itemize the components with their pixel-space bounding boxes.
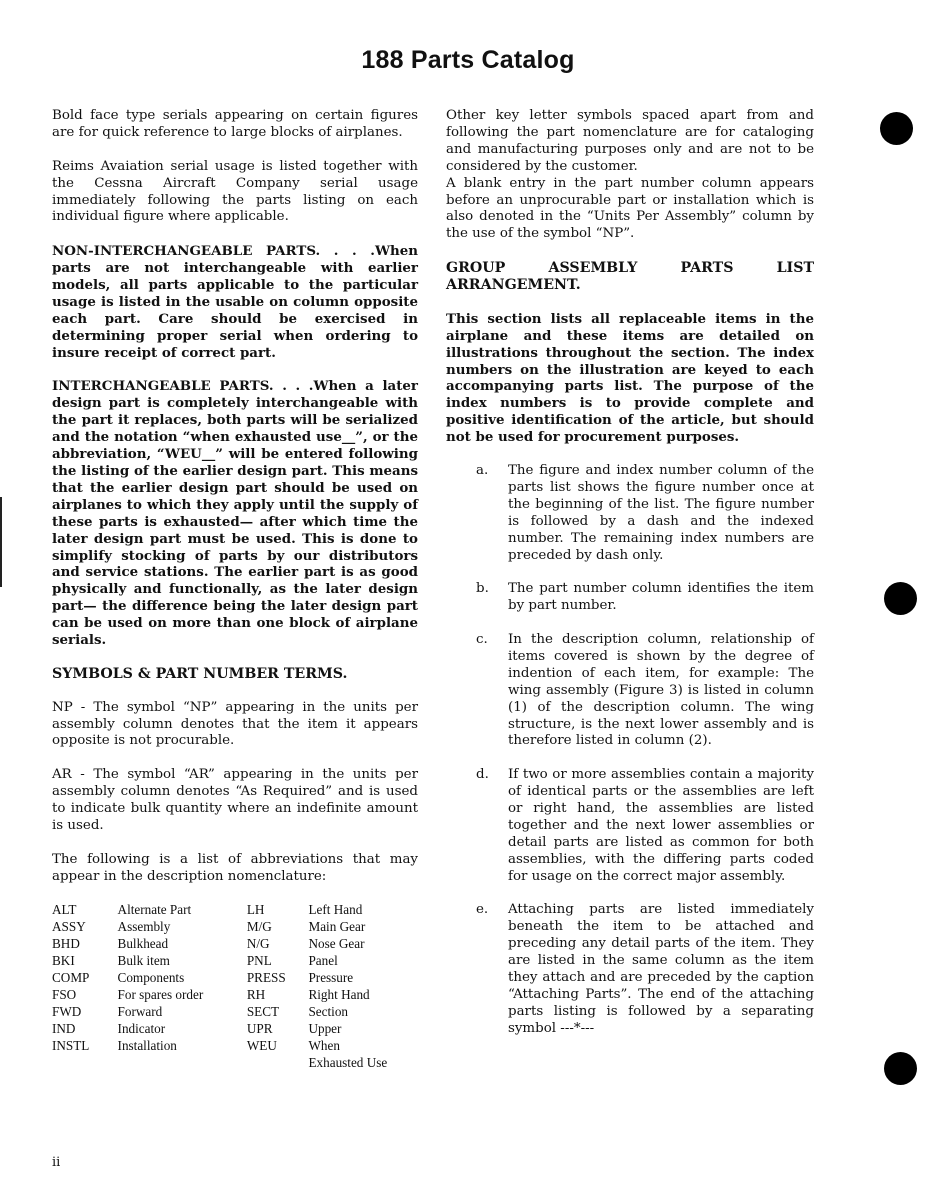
abbr-meaning: Installation — [117, 1037, 177, 1053]
abbr-code: FWD — [52, 1003, 82, 1019]
abbr-code: N/G — [246, 936, 270, 952]
binder-hole-icon — [884, 582, 917, 615]
paragraph-section-lists: This section lists all replaceable items in the airplane and these items are detailed on illustrations throughout the section. The index numbers on the illustration are keyed to each accompanying parts list. The purpose of the index numbers is to provide complete and positive identification of the article, but should not be used for procurement purposes. — [446, 310, 814, 446]
abbr-meaning: Section — [308, 1003, 349, 1019]
abbr-meaning — [118, 1055, 247, 1072]
page-number: ii — [52, 1155, 61, 1170]
abbr-code: WEU — [246, 1037, 277, 1053]
left-column — [52, 108, 418, 1072]
abbr-meaning: Nose Gear — [308, 936, 365, 952]
abbr-meaning: When — [308, 1037, 340, 1053]
paragraph-bold-face-serials: Bold face type serials appearing on certain figures are for quick reference to large blocks of airplanes. — [52, 108, 418, 140]
section-heading-symbols: SYMBOLS & PART NUMBER TERMS. — [52, 665, 348, 682]
list-item — [446, 581, 814, 615]
abbr-meaning: Components — [117, 970, 185, 986]
abbr-code — [52, 1055, 118, 1072]
paragraph-non-interchangeable: NON-INTERCHANGEABLE PARTS. . . .When parts are not interchangeable with earlier models, all parts applicable to the particular usage is listed in the usable on column opposite each part. Care should be exercised in determining proper serial when ordering to insure receipt of correct part. — [52, 243, 418, 361]
paragraph-interchangeable: INTERCHANGEABLE PARTS. . . .When a later design part is completely interchangeable with the part it replaces, both parts will be serialized and the notation “when exhausted use__”, or the abbreviation, “WEU__” will be entered following the listing of the earlier design part. This means that the earlier design part should be used on airplanes to which they apply until the supply of these parts is exhausted— after which time the later design part must be used. This is done to simplify stocking of parts by our distributors and service stations. The earlier part is as good physically and functionally, as the later design part— the difference being the later design part can be used on more than one block of airplane serials. — [52, 378, 418, 649]
abbr-meaning: Forward — [117, 1003, 163, 1019]
paragraph-reims-serial: Reims Avaiation serial usage is listed together with the Cessna Aircraft Company serial usage immediately following the parts listing on each individual figure where applicable. — [52, 158, 418, 225]
abbr-meaning: Right Hand — [308, 987, 370, 1002]
page-title: 188 Parts Catalog — [361, 46, 575, 74]
abbr-code: BHD — [52, 936, 80, 952]
abbr-meaning: Panel — [308, 953, 338, 969]
paragraph-ar: AR - The symbol “AR” appearing in the units per assembly column denotes “As Required” and is used to indicate bulk quantity where an indefinite amount is used. — [52, 767, 418, 833]
list-item-letter: e. — [476, 902, 489, 918]
list-item-text: Attaching parts are listed immediately beneath the item to be attached and preceding any detail parts of the item. They are listed in the same column as the item they attach and are preceded by the caption “Attaching Parts”. The end of the attaching parts listing is followed by a separating symbol ---*--- — [508, 902, 814, 1036]
abbr-meaning: Main Gear — [308, 919, 366, 935]
abbr-code: FSO — [52, 987, 77, 1002]
abbreviation-row — [52, 902, 418, 919]
list-item — [446, 463, 814, 564]
list-item-letter: a. — [476, 462, 489, 478]
abbr-code: UPR — [246, 1020, 273, 1036]
abbr-code: PRESS — [246, 970, 286, 986]
abbreviations-table — [52, 902, 418, 1071]
list-item — [446, 632, 814, 750]
list-item-text: The part number column identifies the item by part number. — [508, 581, 814, 614]
abbr-code: SECT — [246, 1003, 280, 1019]
paragraph-key-letter-symbols: Other key letter symbols spaced apart from and following the part nomenclature are for cataloging and manufacturing purposes only and are not to be considered by the customer. — [446, 108, 814, 174]
abbr-code: ASSY — [52, 919, 86, 935]
abbr-meaning: Bulkhead — [117, 936, 169, 952]
abbreviation-row — [52, 987, 418, 1004]
paragraph-blank-entry: A blank entry in the part number column appears before an unprocurable part or installation which is also denoted in the “Units Per Assembly” column by the use of the symbol “NP”. — [446, 175, 814, 242]
abbr-code — [247, 1055, 309, 1072]
abbr-meaning: Upper — [308, 1020, 342, 1036]
list-item-letter: d. — [476, 767, 489, 783]
abbr-meaning: Exhausted Use — [308, 1054, 388, 1070]
list-item — [446, 767, 814, 885]
abbreviation-row — [52, 1038, 418, 1055]
abbreviation-row — [52, 953, 418, 970]
list-item-letter: b. — [476, 581, 489, 597]
abbr-code: COMP — [52, 970, 90, 986]
abbreviation-row — [52, 936, 418, 953]
list-item-letter: c. — [476, 632, 488, 648]
abbreviation-row — [52, 1021, 418, 1038]
abbreviation-row — [52, 970, 418, 987]
abbr-meaning: Pressure — [308, 970, 354, 986]
abbr-code: M/G — [246, 919, 272, 935]
arrangement-list — [446, 463, 814, 1038]
abbr-code: PNL — [246, 953, 272, 969]
right-column — [446, 108, 814, 1055]
abbreviation-row — [52, 919, 418, 936]
paragraph-abbr-intro: The following is a list of abbreviations that may appear in the description nomenclature: — [52, 851, 418, 884]
abbr-code: LH — [246, 902, 265, 918]
paragraph-np: NP - The symbol “NP” appearing in the units per assembly column denotes that the item it appears opposite is not procurable. — [52, 699, 418, 749]
list-item-text: In the description column, relationship of items covered is shown by the degree of indention of each item, for example: The wing assembly (Figure 3) is listed in column (1) of the description column. The wing structure, is the next lower assembly and is therefore listed in column (2). — [508, 632, 814, 749]
binder-hole-icon — [880, 112, 913, 145]
list-item-text: The figure and index number column of the parts list shows the figure number once at the beginning of the list. The figure number is followed by a dash and the indexed number. The remaining index numbers are preceded by dash only. — [508, 462, 814, 563]
margin-change-bar — [0, 497, 2, 587]
abbr-meaning: For spares order — [117, 987, 204, 1002]
abbreviation-row — [52, 1004, 418, 1021]
abbr-code: RH — [246, 987, 266, 1002]
list-item — [446, 902, 814, 1037]
abbr-code: IND — [52, 1020, 76, 1036]
abbr-meaning: Left Hand — [308, 902, 363, 918]
abbr-meaning: Bulk item — [117, 953, 170, 969]
abbr-meaning: Assembly — [117, 919, 171, 935]
abbr-code: BKI — [52, 953, 75, 969]
list-item-text: If two or more assemblies contain a majority of identical parts or the assemblies are left or right hand, the assemblies are listed together and the next lower assemblies or detail parts are listed as common for both assemblies, with the differing parts coded for usage on the correct major assembly. — [508, 767, 814, 884]
binder-hole-icon — [884, 1052, 917, 1085]
section-heading-group-assembly: GROUP ASSEMBLY PARTS LIST ARRANGEMENT. — [446, 260, 814, 294]
abbr-meaning: Indicator — [117, 1020, 166, 1036]
abbr-code: INSTL — [52, 1037, 90, 1053]
abbreviation-row — [52, 1055, 418, 1072]
abbr-meaning: Alternate Part — [117, 902, 192, 918]
abbr-code: ALT — [52, 902, 77, 918]
